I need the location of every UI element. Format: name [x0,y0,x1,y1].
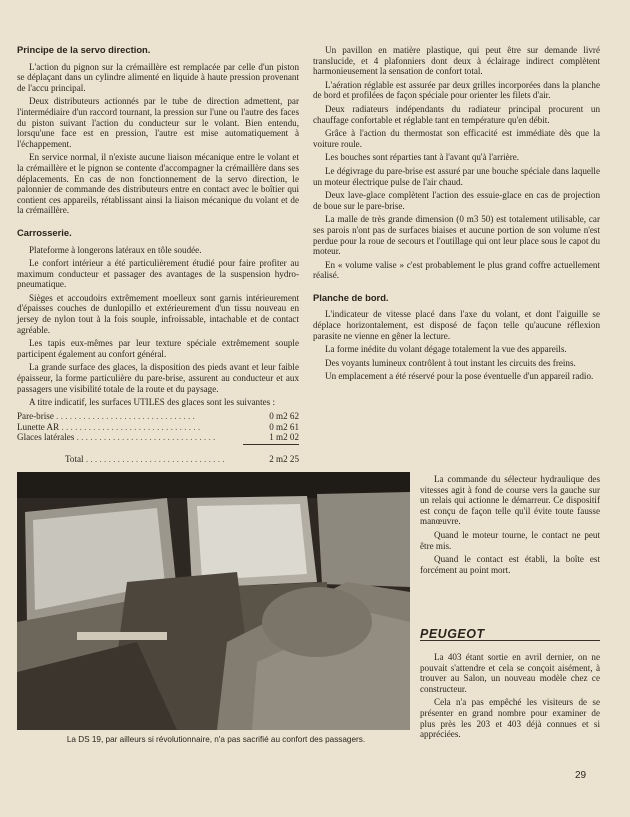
paragraph: Deux radiateurs indépendants du radiateur principal procurent un chauffage confortable et réglable tant en température qu'en débit. [313,103,600,125]
paragraph: Quand le contact est établi, la boîte est forcément au point mort. [420,554,600,575]
paragraph: Quand le moteur tourne, le contact ne peut être mis. [420,529,600,551]
row-value: 1 m2 02 [269,432,299,443]
total-rule [243,444,299,445]
row-value: 0 m2 61 [269,421,299,432]
section-heading-servo: Principe de la servo direction. [17,44,151,55]
row-label: Lunette AR . . . [17,422,265,433]
row-label: Glaces latérales . . . [17,432,265,443]
paragraph: L'indicateur de vitesse placé dans l'axe du volant, et dont l'aiguille se déplace horizontalement, est disposé de façon telle qu'aucune réflexion parasite ne vienne en gêner la lecture. [313,309,600,341]
paragraph: En service normal, il n'existe aucune liaison mécanique entre le volant et la crémaillère et le pignon se contente d'accompagner la crémaillère dans ses déplacements. En cas de non fonctionnement de la servo direction, le palonnier de commande des distributeurs entre en contact avec le boîtier qui contient ces appareils, rétablissant ainsi la liaison mécanique du volant et de la crémaillère. [17,152,299,216]
paragraph: Les bouches sont réparties tant à l'avant qu'à l'arrière. [325,152,520,163]
paragraph: La forme inédite du volant dégage totalement la vue des appareils. [325,344,567,355]
paragraph: Le dégivrage du pare-brise est assuré par une bouche spéciale dans laquelle un moteur électrique pulse de l'air chaud. [313,165,600,187]
paragraph: Cela n'a pas empêché les visiteurs de se présenter en grand nombre pour examiner de plus près les 203 et 403 déjà connues et si appréciées. [420,697,600,740]
paragraph: L'aération réglable est assurée par deux grilles incorporées dans la planche de bord et profilées de façon spéciale pour orienter les filets d'air. [313,79,600,101]
car-interior-photo [17,472,410,730]
paragraph: La malle de très grande dimension (0 m3 50) est totalement utilisable, car ses parois n'ont pas de surfaces biaises et aucune portion de son volume n'est perdue pour la roue de secours et l'outillage qui ont leur place sous le capot du moteur. [313,214,600,257]
brand-heading-peugeot: PEUGEOT [420,627,485,641]
paragraph: La grande surface des glaces, la disposition des pieds avant et leur faible épaisseur, la forme particulière du pare-brise, assurent au conducteur et aux passagers une visibilité totale de la route et du paysage. [17,362,299,394]
table-row [17,422,299,433]
paragraph: L'action du pignon sur la crémaillère est remplacée par celle d'un piston se déplaçant dans un cylindre alimenté en liquide à haute pression provenant de l'accu principal. [17,61,299,93]
interior-illustration [17,472,410,730]
paragraph: Un emplacement a été réservé pour la pose éventuelle d'un appareil radio. [325,371,594,382]
peugeot-section [420,652,600,743]
paragraph: En « volume valise » c'est probablement le plus grand coffre actuellement réalisé. [313,259,600,281]
paragraph: Un pavillon en matière plastique, qui peut être sur demande livré translucide, et 4 plafonniers dont deux à éclairage indirect complètent harmonieusement la sensation de confort total. [313,45,600,77]
paragraph: Deux lave-glace complètent l'action des essuie-glace en cas de projection de boue sur le pare-brise. [313,190,600,211]
brand-rule [420,640,600,641]
photo-caption: La DS 19, par ailleurs si révolutionnaire, n'a pas sacrifié au confort des passagers. [66,735,366,744]
paragraph: Les tapis eux-mêmes par leur texture spéciale extrêmement souple participent également au confort général. [17,338,299,359]
total-label: Total . . . [17,454,265,465]
paragraph: Plateforme à longerons latéraux en tôle soudée. [29,244,202,255]
paragraph: Le confort intérieur a été particulièrement étudié pour faire profiter au maximum conducteur et passager des avantages de la suspension hydro-pneumatique. [17,258,299,290]
table-row [17,432,299,443]
paragraph: La 403 étant sortie en avril dernier, on ne pouvait s'attendre et cela se conçoit aisément, à trouver au Salon, un nouveau modèle chez ce constructeur. [420,652,600,694]
paragraph: Grâce à l'action du thermostat son efficacité est immédiate dès que la voiture roule. [313,128,600,149]
paragraph: Deux distributeurs actionnés par le tube de direction admettent, par l'intermédiaire d'un raccord tournant, la pression sur l'une ou l'autre des faces du piston suivant l'action du conducteur sur le volant. Bien entendu, lorsqu'une face est en pression, l'autre est mise automatiquement à l'échappement. [17,96,299,149]
page-number: 29 [575,770,587,781]
glass-surface-table [17,411,299,465]
paragraph: Sièges et accoudoirs extrêmement moelleux sont garnis intérieurement d'épaisses couches de dunlopillo et extérieurement d'un tissu nouveau en jersey de nylon tout à la fois souple, infroissable, intachable et de contact agréable. [17,292,299,335]
right-column [313,45,600,385]
section-heading-carrosserie: Carrosserie. [17,226,72,238]
paragraph: A titre indicatif, les surfaces UTILES des glaces sont les suivantes : [29,397,275,408]
row-value: 0 m2 62 [269,410,299,421]
section-heading-planche: Planche de bord. [313,291,389,303]
left-column [17,45,299,465]
paragraph: La commande du sélecteur hydraulique des vitesses agit à fond de course vers la gauche sur un relais qui actionne le démarreur. Ce dispositif est conçu de façon telle qu'il évite toute fausse manœuvre. [420,474,600,527]
right-column-lower [420,474,600,578]
total-value: 2 m2 25 [269,454,299,465]
table-row [17,411,299,422]
table-row-total [17,454,299,465]
row-label: Pare-brise . . . [17,411,265,422]
paragraph: Des voyants lumineux contrôlent à tout instant les circuits des freins. [325,357,576,368]
